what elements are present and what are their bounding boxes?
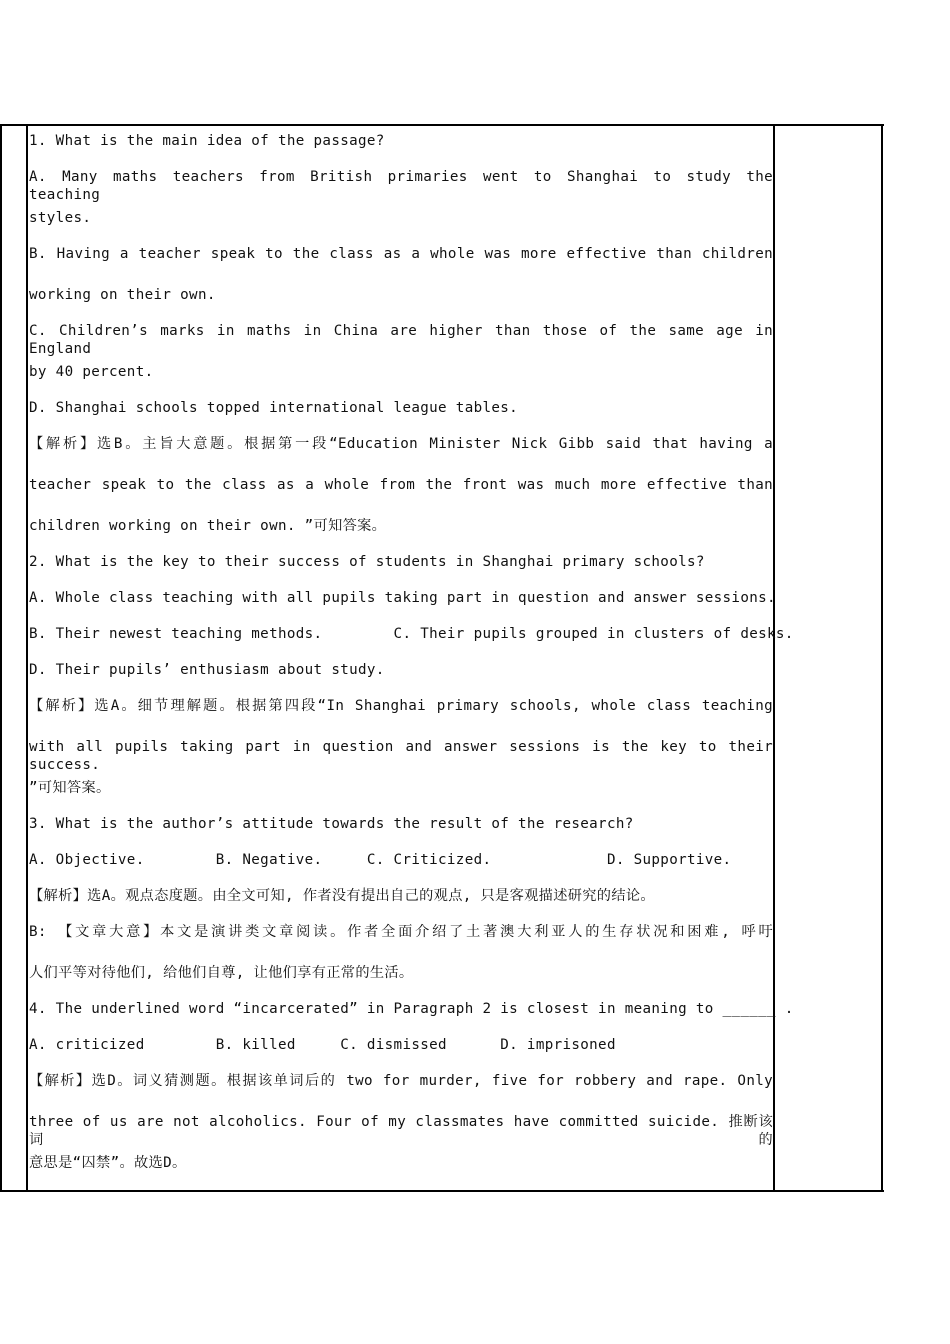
q1-option-d: D. Shanghai schools topped international league tables.	[29, 400, 519, 416]
q4-options: A. criticized B. killed C. dismissed D. imprisoned	[29, 1037, 616, 1053]
q4-analysis-end: 意思是“囚禁”。故选D。	[29, 1155, 187, 1171]
q1-option-c: C. Children’s marks in maths in China are higher than those of the same age in England	[29, 323, 773, 357]
table-divider-left	[26, 124, 28, 1192]
q4-analysis-cont: three of us are not alcoholics. Four of my classmates have committed suicide. 推断该词的	[29, 1114, 773, 1148]
q1-option-b-cont: working on their own.	[29, 287, 216, 303]
q1-option-a: A. Many maths teachers from British primaries went to Shanghai to study the teaching	[29, 169, 773, 203]
table-border-left	[0, 124, 2, 1192]
q2-analysis: 【解析】选A。细节理解题。根据第四段“In Shanghai primary schools, whole class teaching	[29, 698, 773, 714]
q2-option-a: A. Whole class teaching with all pupils taking part in question and answer sessions.	[29, 590, 776, 606]
q3-stem: 3. What is the author’s attitude towards the result of the research?	[29, 816, 634, 832]
q1-analysis-end: children working on their own. ”可知答案。	[29, 518, 387, 534]
q2-option-d: D. Their pupils’ enthusiasm about study.	[29, 662, 385, 678]
q2-stem: 2. What is the key to their success of students in Shanghai primary schools?	[29, 554, 705, 570]
q1-analysis-cont: teacher speak to the class as a whole from the front was much more effective than	[29, 477, 773, 493]
passage-b-summary-cont: 人们平等对待他们, 给他们自尊, 让他们享有正常的生活。	[29, 965, 414, 981]
q1-analysis: 【解析】选B。主旨大意题。根据第一段“Education Minister Nick Gibb said that having a	[29, 436, 773, 452]
passage-b-summary: B: 【文章大意】本文是演讲类文章阅读。作者全面介绍了土著澳大利亚人的生存状况和困难, 呼吁	[29, 924, 773, 940]
q1-option-c-cont: by 40 percent.	[29, 364, 154, 380]
q1-option-a-cont: styles.	[29, 210, 92, 226]
q4-stem: 4. The underlined word “incarcerated” in Paragraph 2 is closest in meaning to ______ .	[29, 1001, 794, 1017]
q3-analysis: 【解析】选A。观点态度题。由全文可知, 作者没有提出自己的观点, 只是客观描述研究的结论。	[29, 888, 655, 904]
q4-analysis: 【解析】选D。词义猜测题。根据该单词后的 two for murder, five for robbery and rape. Only	[29, 1073, 773, 1089]
q3-options: A. Objective. B. Negative. C. Criticized. D. Supportive.	[29, 852, 732, 868]
q2-analysis-end: ”可知答案。	[29, 780, 111, 796]
table-border-right	[881, 124, 883, 1192]
table-frame	[0, 124, 884, 1192]
q1-option-b: B. Having a teacher speak to the class as a whole was more effective than children	[29, 246, 773, 262]
q2-analysis-cont: with all pupils taking part in question and answer sessions is the key to their success.	[29, 739, 773, 773]
q2-options-b-c: B. Their newest teaching methods. C. Their pupils grouped in clusters of desks.	[29, 626, 794, 642]
table-divider-right	[773, 124, 775, 1192]
q1-stem: 1. What is the main idea of the passage?	[29, 133, 385, 149]
